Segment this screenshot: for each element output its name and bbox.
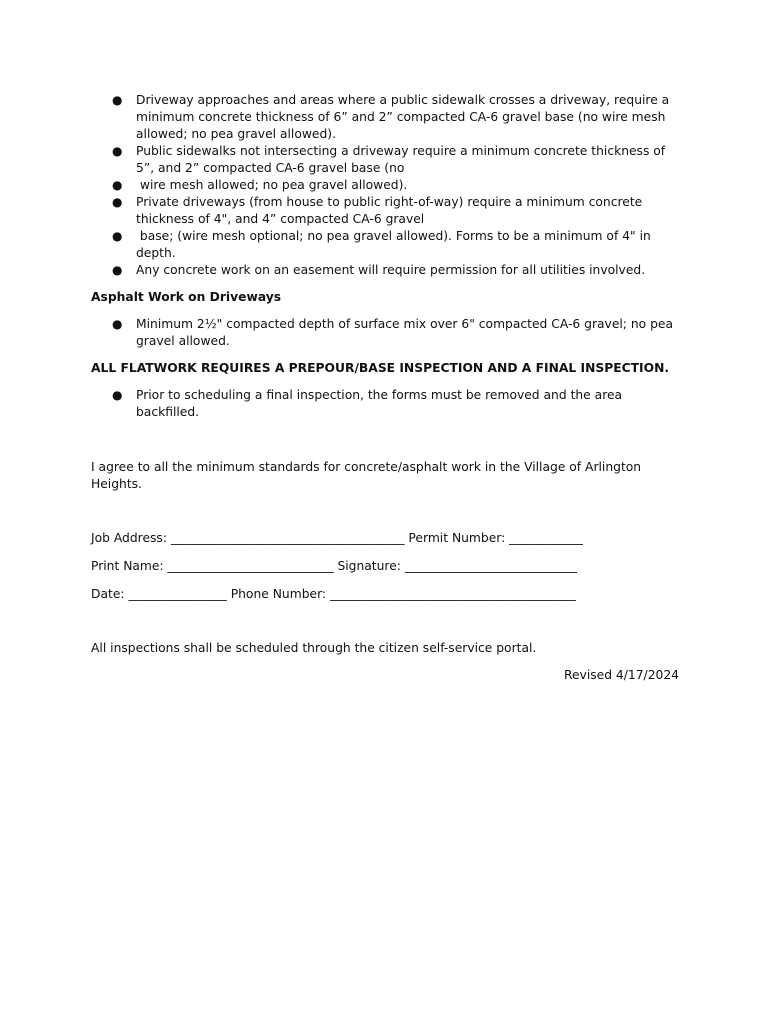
- flatwork-list: [91, 387, 681, 421]
- list-item: ● wire mesh allowed; no pea gravel allowed).: [112, 178, 408, 192]
- portal-note: All inspections shall be scheduled through the citizen self-service portal.: [91, 641, 537, 655]
- job-address-permit-field[interactable]: Job Address: ______________________________________ Permit Number: ____________: [91, 531, 583, 545]
- agreement-statement: I agree to all the minimum standards for concrete/asphalt work in the Village of Arlington Heights.: [91, 460, 642, 491]
- list-item: ● Public sidewalks not intersecting a driveway require a minimum concrete thickness of 5”, and 2” compacted CA-6 gravel base (no: [112, 144, 666, 175]
- date-phone-field[interactable]: Date: ________________ Phone Number: ________________________________________: [91, 587, 576, 601]
- bullet-icon: ●: [112, 263, 123, 277]
- list-item: ● Any concrete work on an easement will require permission for all utilities involved.: [112, 263, 646, 277]
- bullet-icon: ●: [112, 144, 123, 158]
- list-item: ● base; (wire mesh optional; no pea gravel allowed). Forms to be a minimum of 4" in depth.: [112, 229, 655, 260]
- concrete-requirements-list: [91, 92, 681, 279]
- list-item: ● Driveway approaches and areas where a public sidewalk crosses a driveway, require a minimum concrete thickness of 6” and 2” compacted CA-6 gravel base (no wire mesh allowed; no pea gravel allowed).: [112, 93, 670, 141]
- bullet-icon: ●: [112, 317, 123, 331]
- list-item: ● Minimum 2½" compacted depth of surface mix over 6" compacted CA-6 gravel; no pea gravel allowed.: [112, 317, 673, 348]
- list-item: ● Private driveways (from house to public right-of-way) require a minimum concrete thickness of 4", and 4” compacted CA-6 gravel: [112, 195, 643, 226]
- flatwork-heading: ALL FLATWORK REQUIRES A PREPOUR/BASE INSPECTION AND A FINAL INSPECTION.: [91, 361, 670, 375]
- bullet-icon: ●: [112, 388, 123, 402]
- revision-date: Revised 4/17/2024: [564, 668, 679, 682]
- list-item: ● Prior to scheduling a final inspection, the forms must be removed and the area backfilled.: [112, 388, 623, 419]
- asphalt-requirements-list: [91, 316, 681, 350]
- bullet-icon: ●: [112, 195, 123, 209]
- asphalt-heading: Asphalt Work on Driveways: [91, 290, 282, 304]
- bullet-icon: ●: [112, 178, 123, 192]
- bullet-icon: ●: [112, 229, 123, 243]
- bullet-icon: ●: [112, 93, 123, 107]
- document-page: [91, 92, 681, 684]
- print-name-signature-field[interactable]: Print Name: ___________________________ Signature: ____________________________: [91, 559, 577, 573]
